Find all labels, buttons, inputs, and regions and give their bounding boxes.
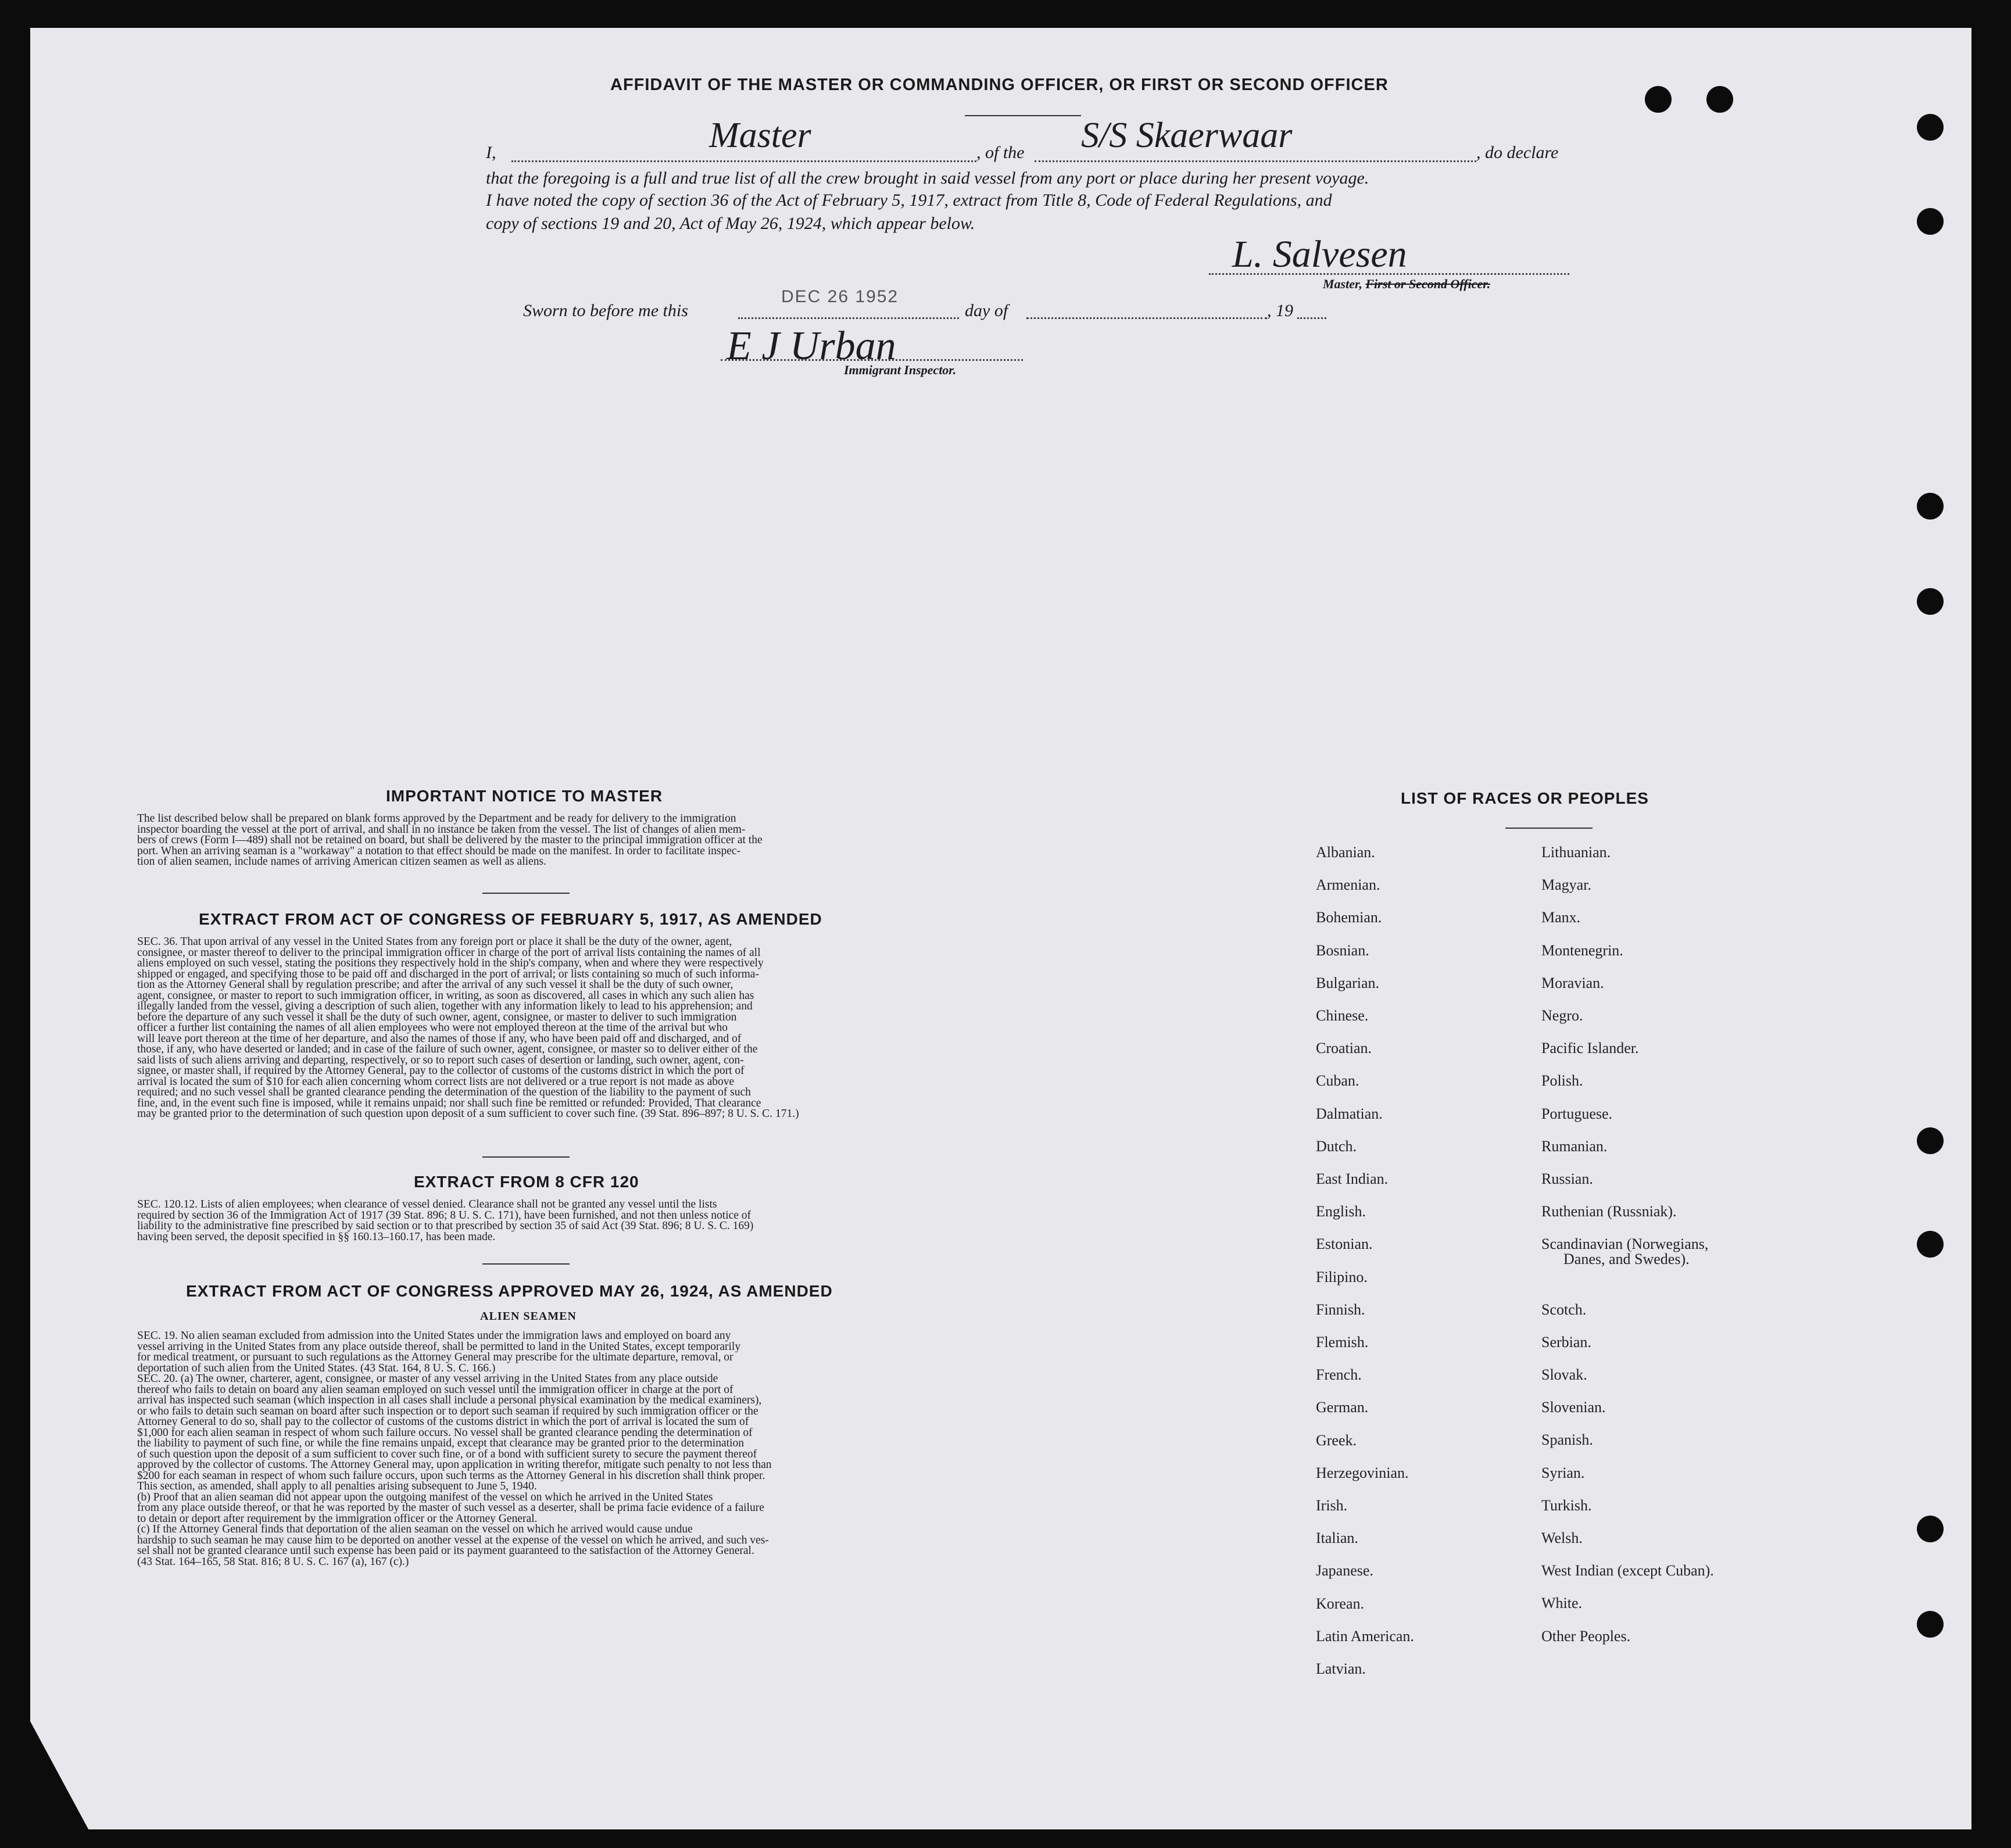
extract-1924-line: (c) If the Attorney General finds that deportation of the alien seaman on the vessel on which he arrived would cause undue [137, 1524, 693, 1535]
race-item: Danes, and Swedes). [1563, 1251, 1690, 1268]
declaration-line-3: copy of sections 19 and 20, Act of May 26, 1924, which appear below. [486, 214, 975, 233]
extract-1924-line: sel shall not be granted clearance until such expense has been paid or its payment guaranteed to the satisfaction of the Attorney General. [137, 1546, 754, 1557]
race-item: Finnish. [1316, 1301, 1365, 1318]
race-item: Ruthenian (Russniak). [1541, 1203, 1677, 1220]
race-item: Japanese. [1316, 1562, 1373, 1580]
punch-hole [1917, 208, 1944, 235]
affidavit-title: AFFIDAVIT OF THE MASTER OR COMMANDING OFFICER, OR FIRST OR SECOND OFFICER [610, 76, 1389, 94]
inspector-signature: E J Urban [727, 324, 896, 368]
race-item: Scotch. [1541, 1301, 1587, 1318]
extract-1924-line: thereof who fails to detain on board any alien seaman employed on such vessel until the immigration officer in charge at the port of [137, 1384, 733, 1395]
rank-handwritten: Master [709, 116, 811, 155]
notice-line: tion of alien seamen, include names of arriving American citizen seamen as well as aliens. [137, 857, 546, 868]
race-item: Moravian. [1541, 974, 1604, 991]
extract-1917-line: signee, or master shall, if required by the Attorney General, pay to the collector of customs of the customs district in which the port of [137, 1066, 745, 1077]
extract-cfr-line: liability to the administrative fine prescribed by said section or to that prescribed by section 35 of said Act (39 Stat. 896; 8 U. S. C. 169) [137, 1221, 754, 1232]
do-declare-label: , do declare [1476, 143, 1559, 162]
race-item: Rumanian. [1541, 1137, 1608, 1155]
day-of-label: day of [965, 301, 1008, 320]
extract-1924-line: $200 for each seaman in respect of whom such failure occurs, upon such terms as the Attorney General in his discretion shall think proper. [137, 1470, 765, 1481]
extract-1924-line: vessel arriving in the United States from any place outside thereof, shall be permitted to land in the United States, except temporarily [137, 1341, 741, 1352]
race-item: Bosnian. [1316, 941, 1369, 959]
extract-1924-line: of such question upon the deposit of a sum sufficient to cover such fine, or of a bond with sufficient surety to secure the payment thereof [137, 1449, 757, 1460]
extract-cfr-title: EXTRACT FROM 8 CFR 120 [414, 1173, 639, 1191]
race-item: Montenegrin. [1541, 941, 1623, 959]
declaration-line-1: that the foregoing is a full and true list of all the crew brought in said vessel from any port or place during her present voyage. [486, 169, 1369, 188]
race-item: Slovak. [1541, 1366, 1587, 1383]
master-caption-kept: Master, [1323, 277, 1362, 291]
sworn-label: Sworn to before me this [523, 301, 688, 320]
extract-1917-line: fine, and, in the event such fine is imposed, while it remains unpaid; nor shall such fine be remitted or refunded: Provided, That clearance [137, 1098, 761, 1109]
race-item: Pacific Islander. [1541, 1040, 1639, 1057]
punch-hole [1917, 1611, 1944, 1638]
extract-1917-line: officer a further list containing the names of all alien employees who were not employed thereon at the time of the arrival but who [137, 1023, 728, 1034]
extract-1917-line: required; and no such vessel shall be granted clearance pending the determination of the question of the liability to the payment of such [137, 1087, 751, 1098]
extract-1924-line: deportation of such alien from the United States. (43 Stat. 164, 8 U. S. C. 166.) [137, 1363, 496, 1374]
extract-1924-line: to detain or deport after requirement by the immigration officer or the Attorney General. [137, 1513, 538, 1524]
title-rule [965, 115, 1081, 116]
extract-1924-line: SEC. 20. (a) The owner, charterer, agent, consignee, or master of any vessel arriving in the United States from any place outside [137, 1374, 718, 1385]
extract-1917-line: shipped or engaged, and specifying those to be paid off and discharged in the port of arrival; or lists containing so much of such informa- [137, 969, 759, 980]
notice-rule [482, 893, 570, 894]
master-caption-struck: First or Second Officer. [1365, 277, 1491, 291]
race-item: Serbian. [1541, 1333, 1591, 1351]
race-item: Irish. [1316, 1497, 1348, 1514]
punch-hole [1917, 1231, 1944, 1258]
extract-1917-line: before the departure of any such vessel it shall be the duty of such owner, agent, consignee, or master to deliver to such immigration [137, 1012, 737, 1023]
extract-1917-text [137, 937, 965, 1120]
notice-text [137, 814, 965, 868]
race-item: Turkish. [1541, 1496, 1592, 1514]
race-item: Magyar. [1541, 876, 1591, 894]
race-item: Greek. [1316, 1431, 1357, 1449]
extract-1924-line: arrival has inspected such seaman (which inspection in all cases shall include a personal physical examination by the medical examiners), [137, 1395, 762, 1406]
race-item: Flemish. [1316, 1334, 1369, 1351]
extract-1917-line: SEC. 36. That upon arrival of any vessel in the United States from any foreign port or place it shall be the duty of the owner, agent, [137, 937, 732, 948]
extract-1924-line: (43 Stat. 164–165, 58 Stat. 816; 8 U. S. C. 167 (a), 167 (c).) [137, 1556, 409, 1567]
race-item: Korean. [1316, 1595, 1365, 1612]
punch-hole [1917, 1516, 1944, 1542]
race-item: Chinese. [1316, 1007, 1369, 1024]
races-title: LIST OF RACES OR PEOPLES [1401, 789, 1649, 807]
extract-1917-line: may be granted prior to the determination of such question upon deposit of a sum sufficient to cover such fine. (39 Stat. 896–897; 8 U. S. C. 171.) [137, 1109, 799, 1120]
extract-1924-line: for medical treatment, or pursuant to such regulations as the Attorney General may prescribe for the ultimate departure, removal, or [137, 1352, 733, 1363]
race-item: Welsh. [1541, 1530, 1583, 1546]
extract-1924-line: (b) Proof that an alien seaman did not appear upon the outgoing manifest of the vessel on which he arrived in the United States [137, 1492, 713, 1503]
notice-title: IMPORTANT NOTICE TO MASTER [386, 787, 663, 805]
extract-1924-line: $1,000 for each alien seaman in respect of whom such failure occurs. No vessel shall be granted clearance pending the determination of [137, 1427, 753, 1438]
extract-1917-rule [482, 1156, 570, 1158]
extract-1917-line: illegally landed from the vessel, giving a description of such alien, together with any information likely to lead to his apprehension; and [137, 1001, 753, 1012]
date-stamp: DEC 26 1952 [781, 287, 899, 306]
race-item: Polish. [1541, 1072, 1583, 1090]
extract-cfr-line: having been served, the deposit specified in §§ 160.13–160.17, has been made. [137, 1231, 496, 1242]
extract-1917-line: consignee, or master thereof to deliver to the principal immigration officer in charge of the port of arrival lists containing the names of all [137, 947, 761, 958]
vessel-line [1035, 160, 1476, 162]
punch-hole [1917, 114, 1944, 141]
extract-1924-line: from any place outside thereof, or that he was reported by the master of such vessel as a deserter, shall be prima facie evidence of a failure [137, 1503, 764, 1514]
race-item: Estonian. [1316, 1235, 1373, 1253]
race-item: Croatian. [1316, 1040, 1372, 1057]
extract-1924-line: SEC. 19. No alien seaman excluded from admission into the United States under the immigration laws and employed on board any [137, 1331, 731, 1342]
extract-1924-line: or who fails to detain such seaman on board after such inspection or to deport such seaman if required by such immigration officer or the [137, 1406, 758, 1417]
race-item: Latin American. [1316, 1627, 1414, 1645]
extract-1917-line: said lists of such aliens arriving and departing, respectively, or so to report such cases of desertion or landing, such owner, agent, con- [137, 1055, 744, 1066]
punch-hole [1706, 86, 1733, 113]
race-item: Portuguese. [1541, 1105, 1613, 1122]
extract-1924-text [137, 1331, 965, 1567]
race-item: English. [1316, 1203, 1366, 1220]
extract-1917-line: aliens employed on such vessel, stating the positions they respectively hold in the ship's company, when and where they were respectively [137, 958, 764, 969]
race-item: Cuban. [1316, 1072, 1359, 1090]
extract-1917-line: those, if any, who have deserted or landed; and in case of the failure of such owner, agent, consignee, or master so to deliver either of the [137, 1044, 758, 1055]
races-rule [1505, 828, 1593, 829]
inspector-caption: Immigrant Inspector. [844, 363, 957, 377]
punch-hole [1917, 588, 1944, 615]
race-item: Dutch. [1316, 1137, 1357, 1155]
extract-cfr-rule [482, 1263, 570, 1265]
race-item: West Indian (except Cuban). [1541, 1562, 1714, 1580]
punch-hole [1645, 86, 1672, 113]
rank-line [511, 160, 976, 162]
notice-line: The list described below shall be prepared on blank forms approved by the Department and be ready for delivery to the immigration [137, 814, 736, 825]
inspector-line [721, 359, 1023, 361]
extract-cfr-line: required by section 36 of the Immigration Act of 1917 (39 Stat. 896; 8 U. S. C. 171), have been furnished, and not then unless notice of [137, 1210, 752, 1221]
notice-line: bers of crews (Form I—489) shall not be retained on board, but shall be delivered by the master to the principal immigration officer at the [137, 835, 763, 846]
month-line [1026, 317, 1267, 319]
extract-1924-line: approved by the collector of customs. The Attorney General may, upon application in writing therefor, mitigate such penalty to not less than [137, 1460, 772, 1471]
sworn-date-line [738, 317, 959, 319]
race-item: Other Peoples. [1541, 1627, 1631, 1645]
race-item: Russian. [1541, 1170, 1593, 1187]
race-item: Italian. [1316, 1530, 1358, 1547]
extract-1924-line: This section, as amended, shall apply to all penalties arising subsequent to June 5, 1940. [137, 1481, 537, 1492]
race-item: Bohemian. [1316, 909, 1382, 926]
race-item: Bulgarian. [1316, 974, 1380, 991]
race-item: French. [1316, 1366, 1362, 1384]
race-item: Syrian. [1541, 1464, 1585, 1481]
race-item: Latvian. [1316, 1660, 1366, 1677]
race-item: Scandinavian (Norwegians, [1541, 1235, 1709, 1253]
race-item: Armenian. [1316, 876, 1380, 894]
declaration-line-2: I have noted the copy of section 36 of the Act of February 5, 1917, extract from Title 8, Code of Federal Regulations, and [486, 191, 1332, 210]
race-item: Lithuanian. [1541, 844, 1611, 861]
year-line [1297, 317, 1326, 319]
extract-1924-line: hardship to such seaman he may cause him to be deported on another vessel at the expense of the vessel on which he arrived, and such ves- [137, 1535, 769, 1546]
extract-1924-title: EXTRACT FROM ACT OF CONGRESS APPROVED MAY 26, 1924, AS AMENDED [186, 1282, 833, 1300]
extract-1917-line: agent, consignee, or master to report to such immigration officer, in writing, as soon as discovered, all cases in which any such alien has [137, 990, 754, 1001]
extract-1917-line: will leave port thereon at the time of her departure, and also the names of those if any, who have been paid off and discharged, and of [137, 1033, 742, 1044]
race-item: East Indian. [1316, 1170, 1389, 1187]
race-item: White. [1541, 1595, 1583, 1612]
notice-line: inspector boarding the vessel at the port of arrival, and shall in no instance be taken from the vessel. The list of changes of alien mem- [137, 824, 746, 835]
extract-cfr-text [137, 1199, 965, 1242]
year-label: , 19 [1267, 301, 1293, 320]
race-item: Albanian. [1316, 844, 1375, 861]
extract-cfr-line: SEC. 120.12. Lists of alien employees; when clearance of vessel denied. Clearance shall not be granted any vessel until the lists [137, 1199, 717, 1210]
punch-hole [1917, 493, 1944, 520]
race-item: Slovenian. [1541, 1399, 1606, 1416]
extract-1917-line: tion as the Attorney General shall by regulation prescribe; and after the arrival of any such vessel it shall be the duty of such owner, [137, 980, 733, 991]
vessel-handwritten: S/S Skaerwaar [1081, 116, 1293, 155]
master-signature: L. Salvesen [1232, 233, 1407, 275]
race-item: German. [1316, 1399, 1369, 1416]
i-label: I, [486, 143, 496, 162]
punch-hole [1917, 1127, 1944, 1154]
race-item: Negro. [1541, 1007, 1583, 1024]
extract-1917-line: arrival is located the sum of $10 for each alien concerning whom correct lists are not delivered or a true report is not made as above [137, 1076, 735, 1087]
extract-1924-subtitle: ALIEN SEAMEN [480, 1310, 577, 1323]
race-item: Filipino. [1316, 1268, 1368, 1285]
extract-1917-title: EXTRACT FROM ACT OF CONGRESS OF FEBRUARY 5, 1917, AS AMENDED [199, 910, 822, 928]
race-item: Manx. [1541, 909, 1581, 926]
race-item: Dalmatian. [1316, 1105, 1383, 1122]
extract-1924-line: the liability to payment of such fine, or while the fine remains unpaid, except that clearance may be granted prior to the determination [137, 1438, 744, 1449]
race-item: Spanish. [1541, 1431, 1593, 1449]
race-item: Herzegovinian. [1316, 1464, 1409, 1481]
extract-1924-line: Attorney General to do so, shall pay to the collector of customs of the customs district in which the port of arrival is located the sum of [137, 1417, 749, 1428]
master-caption [1323, 277, 1490, 292]
of-the-label: , of the [976, 143, 1025, 162]
notice-line: port. When an arriving seaman is a "workaway" a notation to that effect should be made on the manifest. In order to facilitate inspec- [137, 846, 741, 857]
master-signature-line [1209, 273, 1569, 275]
